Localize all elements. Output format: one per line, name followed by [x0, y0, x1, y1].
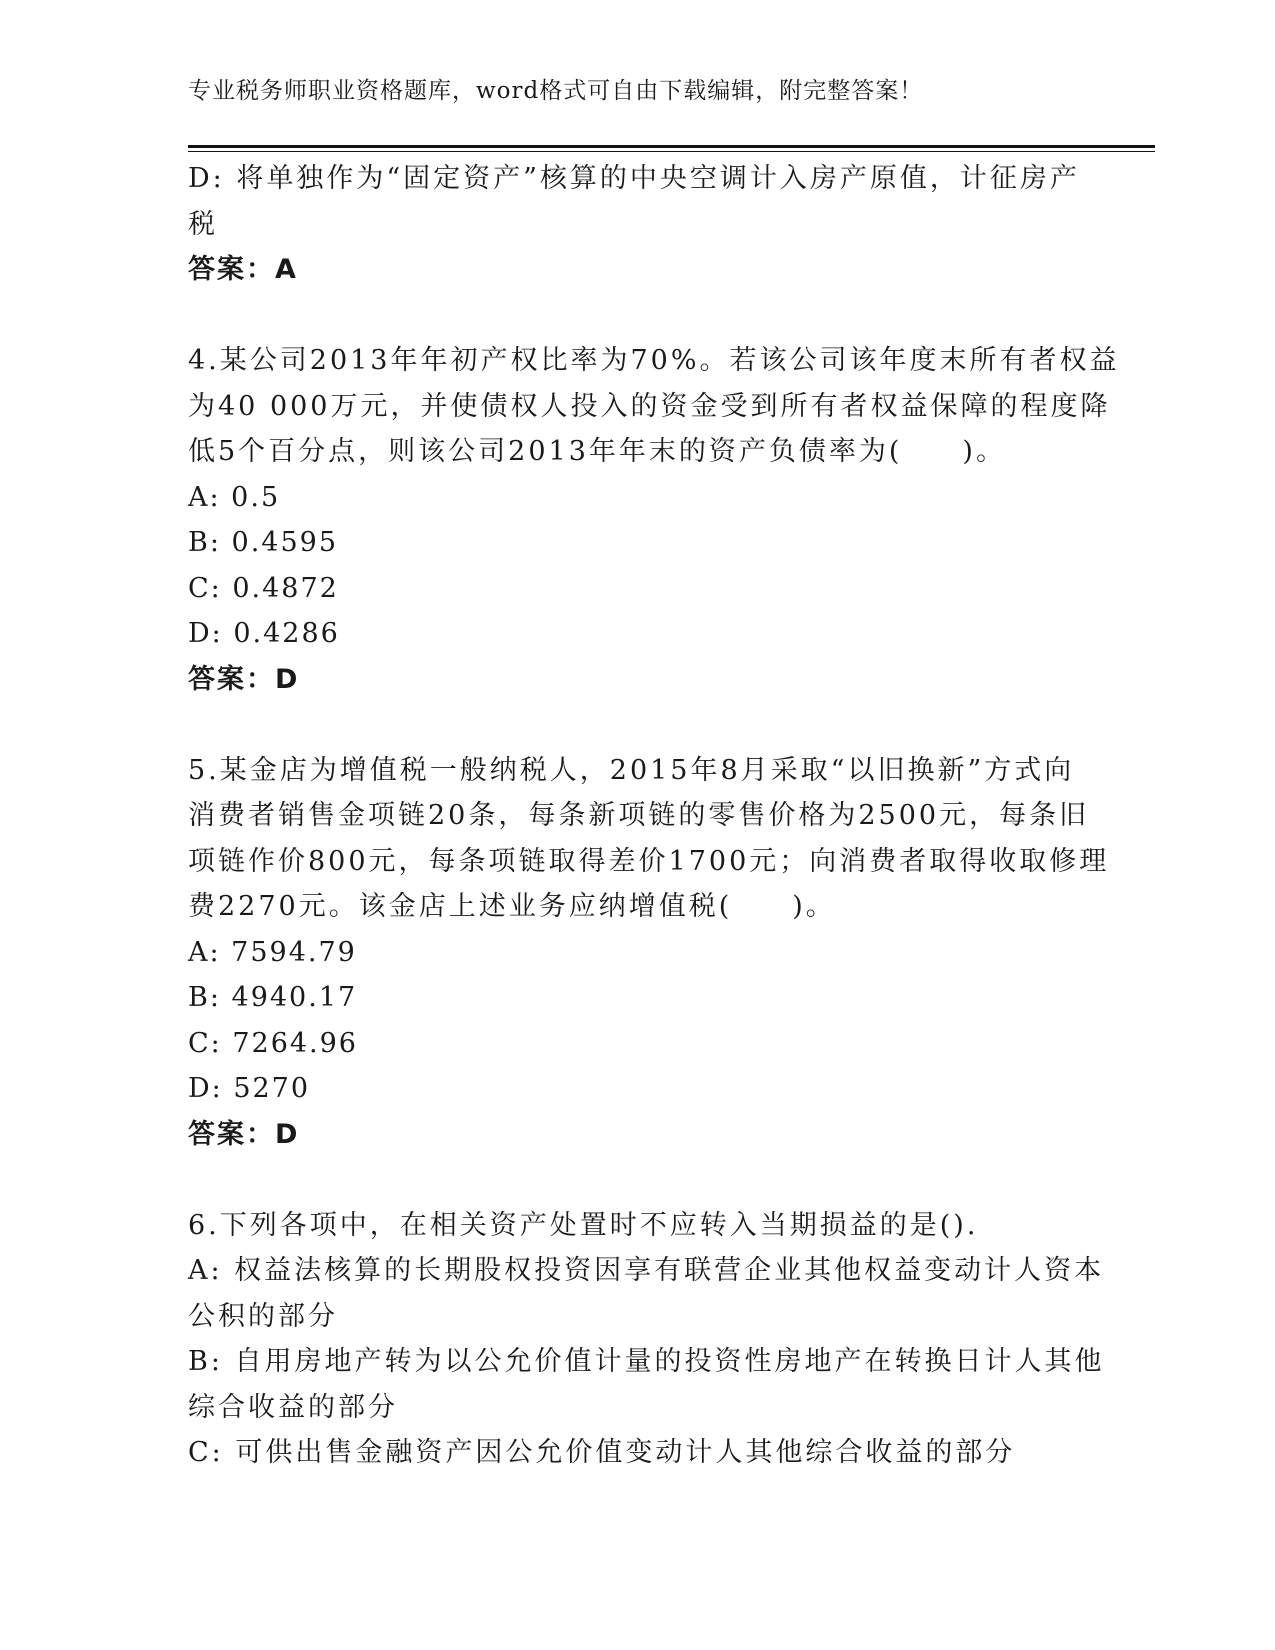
- option-b: B: 0.4595: [188, 527, 338, 558]
- option-b: B: 4940.17: [188, 982, 358, 1013]
- option-a: A: 0.5: [188, 481, 281, 513]
- question-stem-line: 项链作价800元，每条项链取得差价1700元；向消费者取得收取修理: [188, 845, 1110, 877]
- question-4: [188, 338, 1120, 702]
- option-d: D: 0.4286: [188, 618, 340, 649]
- header-divider-thin: [188, 151, 1155, 152]
- question-stem-line: 为40 000万元，并使债权人投入的资金受到所有者权益保障的程度降: [188, 390, 1111, 422]
- option-d-line-1: D: 将单独作为“固定资产”核算的中央空调计入房产原值，计征房产: [188, 163, 1080, 194]
- page-header: 专业税务师职业资格题库，word格式可自由下载编辑，附完整答案！: [188, 78, 924, 104]
- question-stem-line: 费2270元。该金店上述业务应纳增值税( )。: [188, 891, 836, 922]
- question-stem-line: 4.某公司2013年年初产权比率为70%。若该公司该年度末所有者权益: [188, 345, 1120, 376]
- question-5: [188, 748, 1110, 1158]
- option-a: A: 7594.79: [188, 936, 357, 968]
- option-a-line-2: 公积的部分: [188, 1300, 338, 1332]
- question-stem-line: 6.下列各项中，在相关资产处置时不应转入当期损益的是().: [188, 1209, 979, 1241]
- answer: 答案：A: [188, 254, 298, 285]
- header-divider-thick: [188, 145, 1155, 148]
- option-d-line-2: 税: [188, 208, 218, 240]
- option-b-line-2: 综合收益的部分: [188, 1391, 398, 1423]
- answer: 答案：D: [188, 663, 300, 695]
- question-stem-line: 消费者销售金项链20条，每条新项链的零售价格为2500元，每条旧: [188, 800, 1090, 831]
- document-body: [188, 156, 1120, 1476]
- answer: 答案：D: [188, 1118, 300, 1150]
- question-stem-line: 低5个百分点，则该公司2013年年末的资产负债率为( )。: [188, 436, 1006, 467]
- question-3-continuation: [188, 156, 1088, 293]
- option-c: C: 7264.96: [188, 1027, 358, 1059]
- option-d: D: 5270: [188, 1073, 311, 1104]
- option-c: C: 0.4872: [188, 572, 339, 604]
- option-c: C: 可供出售金融资产因公允价值变动计人其他综合收益的部分: [188, 1437, 1016, 1468]
- option-a-line-1: A: 权益法核算的长期股权投资因享有联营企业其他权益变动计人资本: [188, 1255, 1105, 1286]
- question-6: [188, 1203, 1105, 1476]
- option-b-line-1: B: 自用房地产转为以公允价值计量的投资性房地产在转换日计人其他: [188, 1346, 1105, 1377]
- question-stem-line: 5.某金店为增值税一般纳税人，2015年8月采取“以旧换新”方式向: [188, 754, 1075, 786]
